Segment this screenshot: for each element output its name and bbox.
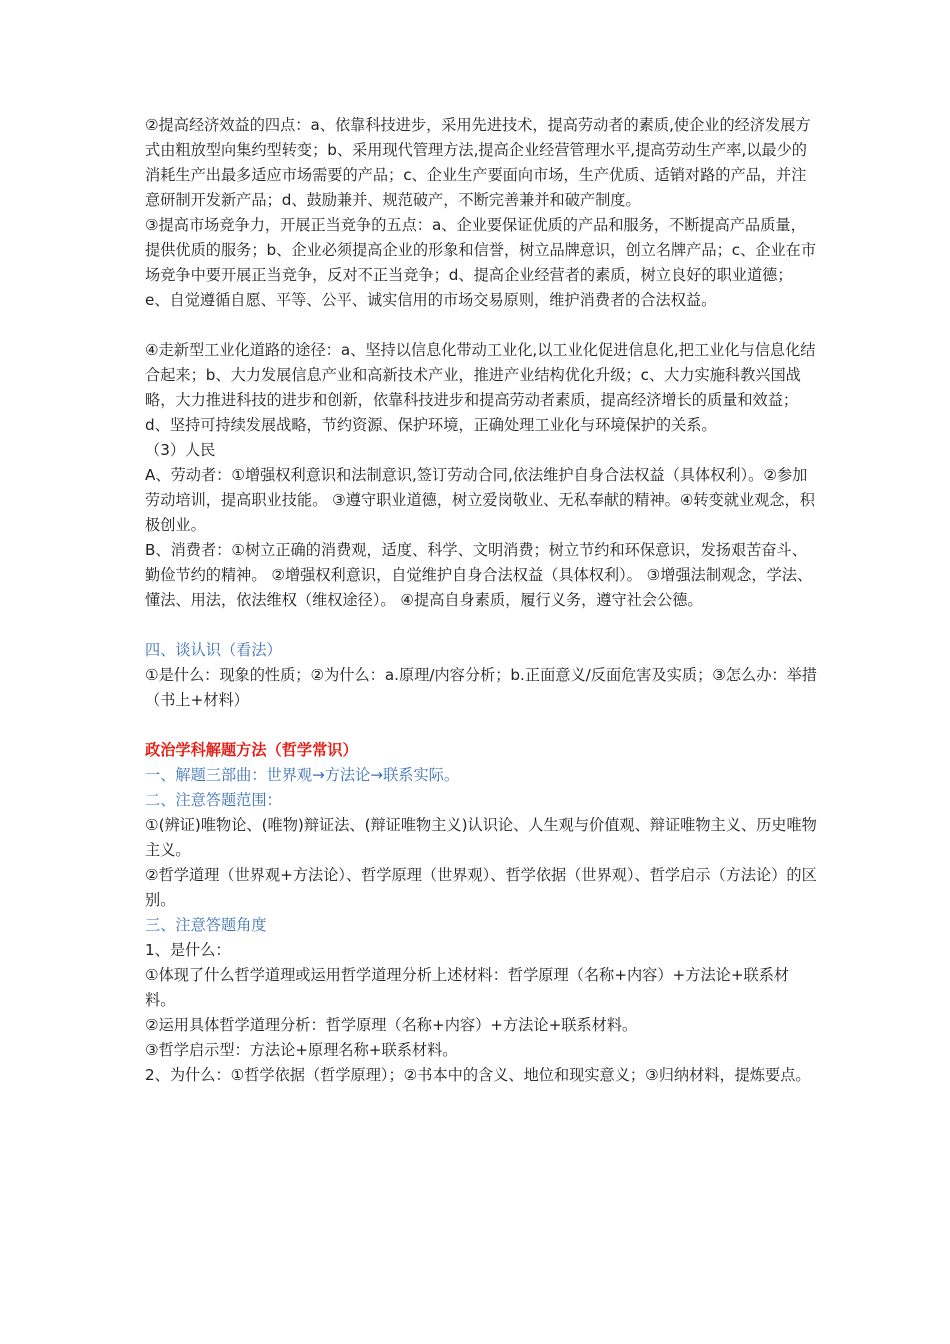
paragraph-what-1: ①体现了什么哲学道理或运用哲学道理分析上述材料：哲学原理（名称+内容）+方法论+联系材料。 <box>145 966 790 1009</box>
paragraph-why: 2、为什么：①哲学依据（哲学原理）；②书本中的含义、地位和现实意义；③归纳材料，提炼要点。 <box>145 1066 811 1084</box>
paragraph-section-4: ①是什么：现象的性质；②为什么：a.原理/内容分析；b.正面意义/反面危害及实质；③怎么办：举措（书上+材料） <box>145 666 817 709</box>
paragraph-scope-1: ①(辨证)唯物论、(唯物)辩证法、(辩证唯物主义)认识论、人生观与价值观、辩证唯物主义、历史唯物主义。 <box>145 816 817 859</box>
paragraph-scope-2: ②哲学道理（世界观+方法论）、哲学原理（世界观）、哲学依据（世界观）、哲学启示（方法论）的区别。 <box>145 866 817 909</box>
paragraph-worker: A、劳动者：①增强权利意识和法制意识,签订劳动合同,依法维护自身合法权益（具体权利）。②参加劳动培训，提高职业技能。 ③遵守职业道德，树立爱岗敬业、无私奉献的精神。④转变就业观念，积极创业。 <box>145 466 815 534</box>
spacer <box>145 313 817 338</box>
document-body <box>145 113 817 1088</box>
paragraph-what-3: ③哲学启示型：方法论+原理名称+联系材料。 <box>145 1041 458 1059</box>
paragraph-what-2: ②运用具体哲学道理分析：哲学原理（名称+内容）+方法论+联系材料。 <box>145 1016 638 1034</box>
heading-people: （3）人民 <box>145 441 216 459</box>
paragraph-consumer: B、消费者：①树立正确的消费观，适度、科学、文明消费；树立节约和环保意识，发扬艰苦奋斗、勤俭节约的精神。 ②增强权利意识，自觉维护自身合法权益（具体权利）。 ③增强法制观念，学法、懂法、用法，依法维权（维权途径）。 ④提高自身素质，履行义务，遵守社会公德。 <box>145 541 813 609</box>
paragraph-market-competition: ③提高市场竞争力，开展正当竞争的五点：a、企业要保证优质的产品和服务，不断提高产品质量，提供优质的服务；b、企业必须提高企业的形象和信誉，树立品牌意识，创立名牌产品；c、企业在市场竞争中要开展正当竞争，反对不正当竞争；d、提高企业经营者的素质，树立良好的职业道德；e、自觉遵循自愿、平等、公平、诚实信用的市场交易原则，维护消费者的合法权益。 <box>145 216 817 309</box>
heading-answer-angle: 三、注意答题角度 <box>145 916 267 934</box>
paragraph-economic-efficiency: ②提高经济效益的四点：a、依靠科技进步，采用先进技术，提高劳动者的素质,使企业的经济发展方式由粗放型向集约型转变；b、采用现代管理方法,提高企业经营管理水平,提高劳动生产率,以最少的消耗生产出最多适应市场需要的产品；c、企业生产要面向市场，生产优质、适销对路的产品，并注意研制开发新产品；d、鼓励兼并、规范破产，不断完善兼并和破产制度。 <box>145 116 811 209</box>
heading-three-steps: 一、解题三部曲：世界观→方法论→联系实际。 <box>145 766 460 784</box>
heading-philosophy-method: 政治学科解题方法（哲学常识） <box>145 741 358 759</box>
spacer <box>145 713 817 738</box>
spacer <box>145 613 817 638</box>
heading-answer-scope: 二、注意答题范围： <box>145 791 282 809</box>
paragraph-industrialization: ④走新型工业化道路的途径：a、坚持以信息化带动工业化,以工业化促进信息化,把工业化与信息化结合起来；b、大力发展信息产业和高新技术产业，推进产业结构优化升级；c、大力实施科教兴国战略，大力推进科技的进步和创新，依靠科技进步和提高劳动者素质，提高经济增长的质量和效益；d、坚持可持续发展战略，节约资源、保护环境，正确处理工业化与环境保护的关系。 <box>145 341 816 434</box>
heading-section-4: 四、谈认识（看法） <box>145 641 282 659</box>
heading-what: 1、是什么： <box>145 941 231 959</box>
